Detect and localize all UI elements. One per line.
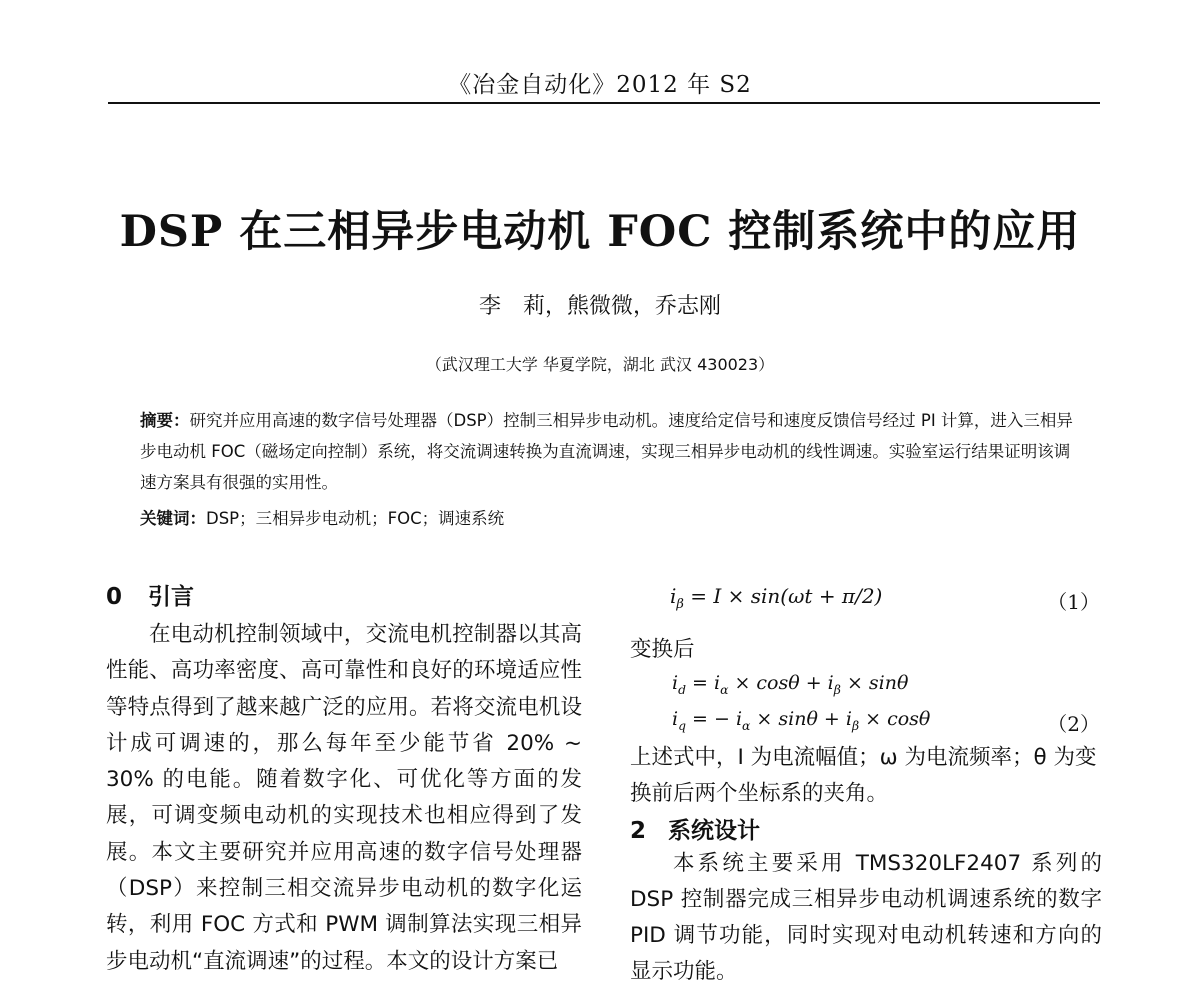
equation-2a [672, 672, 908, 697]
header-rule [108, 102, 1100, 104]
eq2b-rhs: = − i [685, 708, 743, 730]
abstract-text: 研究并应用高速的数字信号处理器（DSP）控制三相异步电动机。速度给定信号和速度反馈信号经过 PI 计算，进入三相异步电动机 FOC（磁场定向控制）系统，将交流调速转换为直流调速，实现三相异步电动机的线性调速。实验室运行结果证明该调速方案具有很强的实用性。 [140, 411, 1073, 492]
eq2b-rhs-sub2: β [851, 718, 860, 733]
equation-2b [672, 708, 930, 733]
eq2a-rhs-sub1: α [720, 682, 729, 697]
eq2a-lhs-sub: d [678, 682, 686, 697]
eq2a-rhs: = i [685, 672, 721, 694]
section-title: 系统设计 [668, 818, 760, 844]
equation-2-number: （2） [1047, 712, 1100, 736]
equation-explanation: 上述式中，I 为电流幅值；ω 为电流频率；θ 为变换前后两个坐标系的夹角。 [630, 745, 1097, 806]
transform-label: 变换后 [630, 637, 695, 662]
eq2b-lhs-sub: q [678, 718, 686, 733]
system-design-body [630, 846, 1102, 990]
introduction-body [106, 617, 582, 980]
eq2a-rhs-mid: × cosθ + i [728, 672, 834, 694]
journal-header: 《冶金自动化》2012 年 S2 [448, 72, 752, 98]
section-heading-system-design [630, 812, 760, 845]
system-design-paragraph: 本系统主要采用 TMS320LF2407 系列的 DSP 控制器完成三相异步电动机调速系统的数字 PID 调节功能，同时实现对电动机转速和方向的显示功能。 [630, 851, 1102, 984]
eq2b-rhs-mid: × sinθ + i [750, 708, 852, 730]
equation-1 [670, 584, 882, 612]
abstract-label: 摘要： [140, 411, 190, 430]
eq2b-rhs-sub1: α [742, 718, 751, 733]
eq2a-rhs-sub2: β [833, 682, 841, 697]
eq1-rhs: = I × sin(ωt + π/2) [683, 584, 883, 608]
section-heading-introduction [106, 578, 194, 611]
eq1-lhs: i [670, 584, 677, 608]
keywords [140, 503, 1080, 534]
introduction-paragraph: 在电动机控制领域中，交流电机控制器以其高性能、高功率密度、高可靠性和良好的环境适应性等特点得到了越来越广泛的应用。若将交流电机设计成可调速的，那么每年至少能节省 20% ~ 30% 的电能。随着数字化、可优化等方面的发展，可调变频电动机的实现技术也相应得到了发展。本文主要研究并应用高速的数字信号处理器（DSP）来控制三相交流异步电动机的数字化运转，利用 FOC 方式和 PWM 调制算法实现三相异步电动机“直流调速”的过程。本文的设计方案已 [106, 622, 582, 974]
affiliation: （武汉理工大学 华夏学院，湖北 武汉 430023） [425, 355, 775, 374]
section-number: 0 [106, 584, 123, 610]
eq2a-lhs: i [672, 672, 679, 694]
eq2b-rhs-end: × cosθ [859, 708, 931, 730]
abstract [140, 405, 1080, 498]
author-list: 李 莉，熊微微，乔志刚 [478, 294, 721, 319]
section-title: 引言 [148, 584, 194, 610]
equation-1-number: （1） [1047, 590, 1100, 614]
section-number: 2 [630, 818, 647, 844]
eq2a-rhs-end: × sinθ [840, 672, 909, 694]
eq1-lhs-sub: β [676, 597, 684, 612]
paper-title: DSP 在三相异步电动机 FOC 控制系统中的应用 [119, 207, 1081, 257]
keywords-text: DSP；三相异步电动机；FOC；调速系统 [206, 509, 505, 528]
eq2b-lhs: i [672, 708, 679, 730]
keywords-label: 关键词： [140, 509, 206, 528]
